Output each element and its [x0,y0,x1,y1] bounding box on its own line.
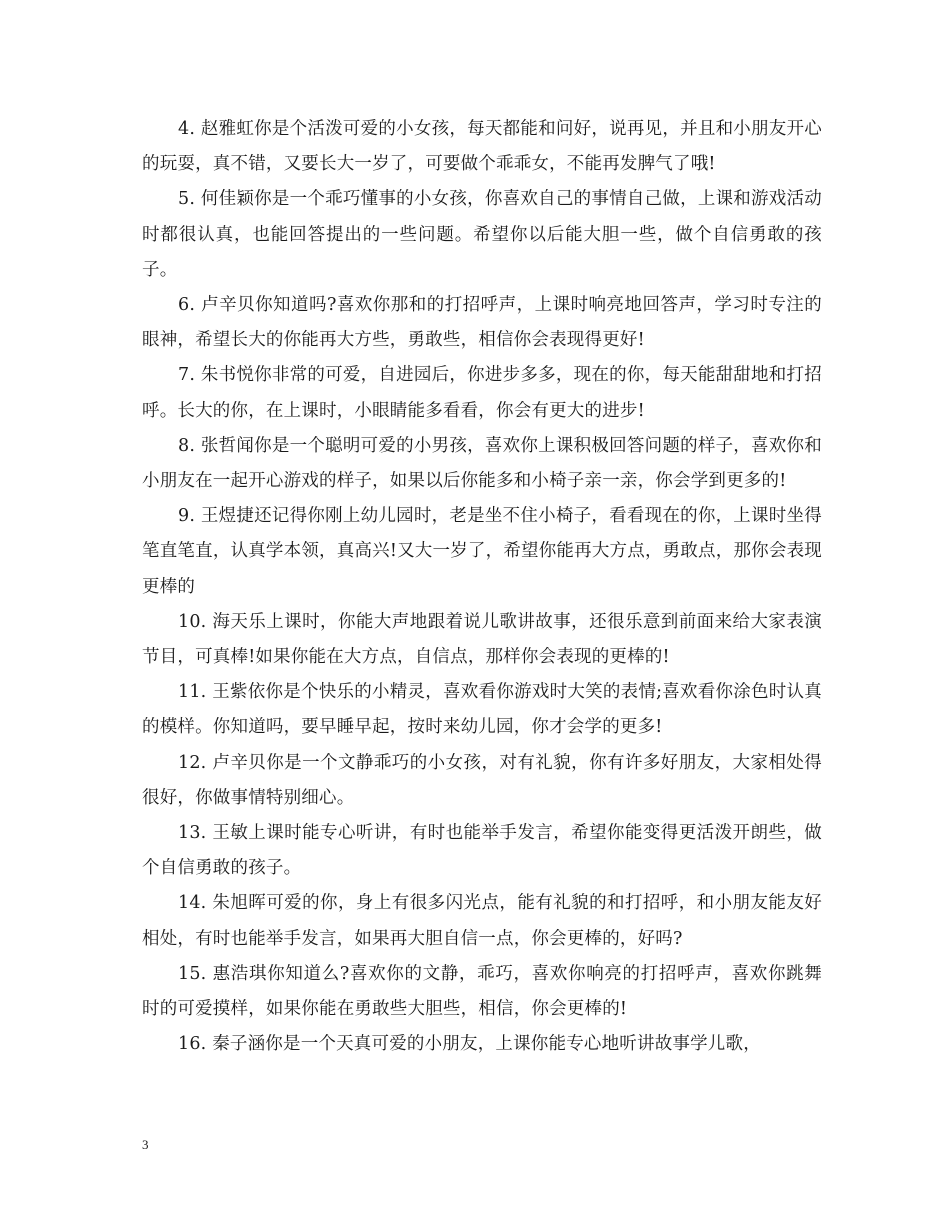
paragraph-9: 9. 王煜捷还记得你刚上幼儿园时，老是坐不住小椅子，看看现在的你，上课时坐得笔直笔直，认真学本领，真高兴!又大一岁了，希望你能再大方点，勇敢点，那你会表现更棒的 [142,506,822,597]
paragraph-10: 10. 海天乐上课时，你能大声地跟着说儿歌讲故事，还很乐意到前面来给大家表演节目，可真棒!如果你能在大方点，自信点，那样你会表现的更棒的! [142,611,822,668]
paragraph-4: 4. 赵雅虹你是个活泼可爱的小女孩，每天都能和问好，说再见，并且和小朋友开心的玩耍，真不错，又要长大一岁了，可要做个乖乖女，不能再发脾气了哦! [142,119,822,175]
paragraph-11: 11. 王紫依你是个快乐的小精灵，喜欢看你游戏时大笑的表情;喜欢看你涂色时认真的模样。你知道吗，要早睡早起，按时来幼儿园，你才会学的更多! [142,682,822,738]
paragraph-12: 12. 卢辛贝你是一个文静乖巧的小女孩，对有礼貌，你有许多好朋友，大家相处得很好，你做事情特别细心。 [142,752,822,808]
paragraph-8: 8. 张哲闻你是一个聪明可爱的小男孩，喜欢你上课积极回答问题的样子，喜欢你和小朋友在一起开心游戏的样子，如果以后你能多和小椅子亲一亲，你会学到更多的! [142,435,822,492]
paragraph-7: 7. 朱书悦你非常的可爱，自进园后，你进步多多，现在的你，每天能甜甜地和打招呼。长大的你，在上课时，小眼睛能多看看，你会有更大的进步! [142,365,822,421]
paragraph-6: 6. 卢辛贝你知道吗?喜欢你那和的打招呼声，上课时响亮地回答声，学习时专注的眼神，希望长大的你能再大方些，勇敢些，相信你会表现得更好! [142,295,822,351]
paragraph-16: 16. 秦子涵你是一个天真可爱的小朋友，上课你能专心地听讲故事学儿歌， [178,1034,761,1055]
body-text [142,112,822,1062]
paragraph-5: 5. 何佳颖你是一个乖巧懂事的小女孩，你喜欢自己的事情自己做，上课和游戏活动时都很认真，也能回答提出的一些问题。希望你以后能大胆一些，做个自信勇敢的孩子。 [142,189,822,280]
paragraph-14: 14. 朱旭晖可爱的你，身上有很多闪光点，能有礼貌的和打招呼，和小朋友能友好相处，有时也能举手发言，如果再大胆自信一点，你会更棒的，好吗? [142,893,822,949]
page-number: 3 [142,1137,149,1152]
paragraph-13: 13. 王敏上课时能专心听讲，有时也能举手发言，希望你能变得更活泼开朗些，做个自信勇敢的孩子。 [142,823,822,879]
paragraph-15: 15. 惠浩琪你知道么?喜欢你的文静，乖巧，喜欢你响亮的打招呼声，喜欢你跳舞时的可爱摸样，如果你能在勇敢些大胆些，相信，你会更棒的! [142,963,822,1020]
